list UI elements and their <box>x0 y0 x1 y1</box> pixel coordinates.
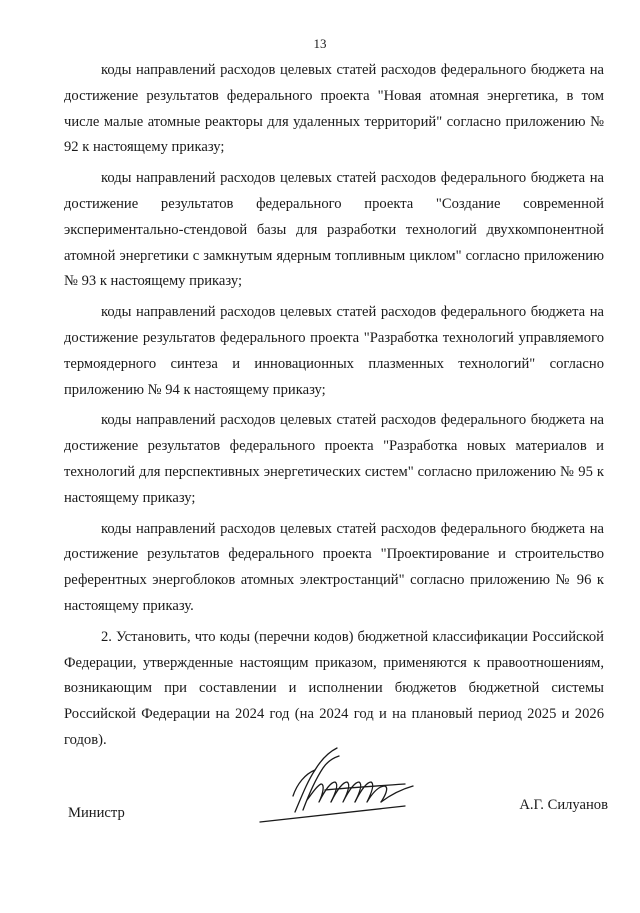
handwritten-signature <box>255 740 420 830</box>
paragraph-appendix-93: коды направлений расходов целевых статей расходов федерального бюджета на достижение результатов федерального проекта "Создание современной экспериментально-стендовой базы для разработки технологий двухкомпонентной атомной энергетики с замкнутым ядерным топливным циклом" согласно приложению № 93 к настоящему приказу; <box>64 170 604 290</box>
signatory-title: Министр <box>68 805 125 821</box>
signatory-name: А.Г. Силуанов <box>519 797 608 813</box>
paragraph-appendix-96: коды направлений расходов целевых статей расходов федерального бюджета на достижение результатов федерального проекта "Проектирование и строительство референтных энергоблоков атомных электростанций" согласно приложению № 96 к настоящему приказу. <box>64 520 604 614</box>
paragraph-appendix-94: коды направлений расходов целевых статей расходов федерального бюджета на достижение результатов федерального проекта "Разработка технологий управляемого термоядерного синтеза и инновационных плазменных технологий" согласно приложению № 94 к настоящему приказу; <box>64 304 604 398</box>
signature-block <box>0 740 640 850</box>
paragraph-appendix-92: коды направлений расходов целевых статей расходов федерального бюджета на достижение результатов федерального проекта "Новая атомная энергетика, в том числе малые атомные реакторы для удаленных территорий" согласно приложению № 92 к настоящему приказу; <box>64 62 604 156</box>
document-body <box>64 58 604 759</box>
page-number: 13 <box>313 36 327 51</box>
paragraph-appendix-95: коды направлений расходов целевых статей расходов федерального бюджета на достижение результатов федерального проекта "Разработка новых материалов и технологий для перспективных энергетических систем" согласно приложению № 95 к настоящему приказу; <box>64 412 604 506</box>
paragraph-clause-2: 2. Установить, что коды (перечни кодов) бюджетной классификации Российской Федерации, утвержденные настоящим приказом, применяются к правоотношениям, возникающим при составлении и исполнении бюджетов бюджетной системы Российской Федерации на 2024 год (на 2024 год и на плановый период 2025 и 2026 годов). <box>64 628 604 748</box>
